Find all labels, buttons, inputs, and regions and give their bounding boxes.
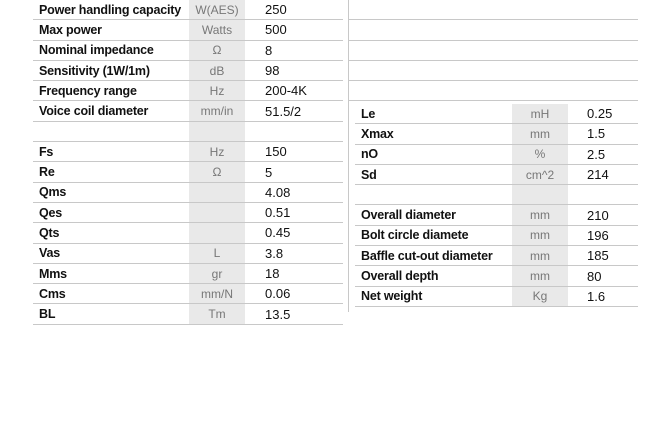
spec-row <box>33 284 343 304</box>
spec-row <box>33 20 343 40</box>
spec-row <box>355 104 638 124</box>
spec-row <box>355 287 638 307</box>
spec-unit: Hz <box>189 142 245 161</box>
spec-value: 4.08 <box>265 184 291 200</box>
spec-value: 5 <box>265 164 273 180</box>
spec-label: Qes <box>39 205 63 220</box>
spec-row <box>33 203 343 223</box>
spec-unit: % <box>512 145 568 164</box>
spec-value: 1.6 <box>587 288 606 304</box>
spec-label: Bolt circle diamete <box>361 228 469 243</box>
spec-row <box>355 226 638 246</box>
spec-unit: gr <box>189 264 245 283</box>
spec-label: Nominal impedance <box>39 43 154 58</box>
spec-row <box>33 162 343 182</box>
spec-row <box>33 142 343 162</box>
right-spec-table <box>355 104 638 307</box>
spec-unit: mm <box>512 246 568 265</box>
spec-value: 0.45 <box>265 225 291 241</box>
spec-unit <box>189 122 245 141</box>
spec-value: 500 <box>265 22 287 38</box>
spec-row <box>355 145 638 165</box>
spec-value: 8 <box>265 42 273 58</box>
spec-row <box>33 304 343 324</box>
spec-value: 196 <box>587 227 609 243</box>
spec-value: 18 <box>265 266 280 281</box>
spec-value: 3.8 <box>265 245 284 261</box>
spec-value: 210 <box>587 207 609 223</box>
spec-value: 150 <box>265 144 287 160</box>
spec-value: 250 <box>265 2 287 18</box>
spec-value: 13.5 <box>265 306 291 322</box>
spec-value: 0.06 <box>265 286 291 302</box>
blank-row <box>349 0 638 20</box>
spec-row <box>33 244 343 264</box>
spec-unit <box>512 185 568 204</box>
spec-label: Mms <box>39 266 67 281</box>
spec-row <box>33 101 343 121</box>
right-blank-rows <box>349 0 638 101</box>
spec-unit: dB <box>189 61 245 80</box>
spec-value: 2.5 <box>587 146 606 162</box>
spec-value: 0.25 <box>587 106 613 122</box>
spec-unit: mm <box>512 205 568 224</box>
spec-label: Qts <box>39 225 60 240</box>
spec-row <box>33 0 343 20</box>
spec-unit: mH <box>512 104 568 123</box>
spec-row <box>355 165 638 185</box>
spec-value: 98 <box>265 63 280 79</box>
spec-label: Baffle cut-out diameter <box>361 248 493 263</box>
blank-row <box>349 20 638 40</box>
spec-unit: Ω <box>189 41 245 60</box>
spec-unit: mm <box>512 226 568 245</box>
spec-unit: Kg <box>512 287 568 306</box>
blank-row <box>349 61 638 81</box>
spec-row <box>33 41 343 61</box>
spec-row <box>33 183 343 203</box>
spec-row <box>355 185 638 205</box>
spec-unit: mm <box>512 266 568 285</box>
spec-unit: Ω <box>189 162 245 181</box>
spec-row <box>355 266 638 286</box>
spec-unit: mm/in <box>189 101 245 120</box>
spec-row <box>33 223 343 243</box>
spec-label: Sd <box>361 167 377 182</box>
spec-unit: W(AES) <box>189 0 245 19</box>
spec-row <box>33 122 343 142</box>
spec-label: Overall diameter <box>361 208 456 223</box>
spec-label: Re <box>39 165 55 180</box>
spec-value: 185 <box>587 248 609 264</box>
spec-label: BL <box>39 307 56 322</box>
spec-row <box>355 124 638 144</box>
spec-unit: Watts <box>189 20 245 39</box>
spec-row <box>355 205 638 225</box>
spec-label: Le <box>361 106 376 121</box>
spec-row <box>33 81 343 101</box>
spec-row <box>33 61 343 81</box>
spec-value: 200-4K <box>265 83 307 99</box>
spec-unit: Hz <box>189 81 245 100</box>
spec-label: Xmax <box>361 126 394 141</box>
spec-unit <box>189 183 245 202</box>
spec-unit: mm <box>512 124 568 143</box>
spec-unit: mm/N <box>189 284 245 303</box>
spec-label: Fs <box>39 144 54 159</box>
spec-row <box>355 246 638 266</box>
spec-label: Cms <box>39 286 66 301</box>
spec-value: 51.5/2 <box>265 103 302 119</box>
spec-value: 0.51 <box>265 205 291 221</box>
spec-label: Frequency range <box>39 83 137 98</box>
spec-label: Power handling capacity <box>39 2 181 17</box>
spec-label: Overall depth <box>361 269 439 284</box>
spec-unit: Tm <box>189 304 245 323</box>
spec-label: Voice coil diameter <box>39 104 149 119</box>
spec-row <box>33 264 343 284</box>
spec-unit <box>189 203 245 222</box>
spec-label: nO <box>361 147 378 162</box>
spec-value: 80 <box>587 268 602 284</box>
spec-label: Qms <box>39 185 67 200</box>
spec-label: Max power <box>39 22 102 37</box>
spec-value: 214 <box>587 167 609 183</box>
spec-label: Vas <box>39 246 60 261</box>
spec-label: Sensitivity (1W/1m) <box>39 63 150 78</box>
left-spec-table <box>33 0 343 325</box>
spec-unit <box>189 223 245 242</box>
spec-label: Net weight <box>361 289 423 304</box>
spec-value: 1.5 <box>587 126 606 142</box>
spec-unit: cm^2 <box>512 165 568 184</box>
blank-row <box>349 41 638 61</box>
blank-row <box>349 81 638 101</box>
spec-unit: L <box>189 244 245 263</box>
